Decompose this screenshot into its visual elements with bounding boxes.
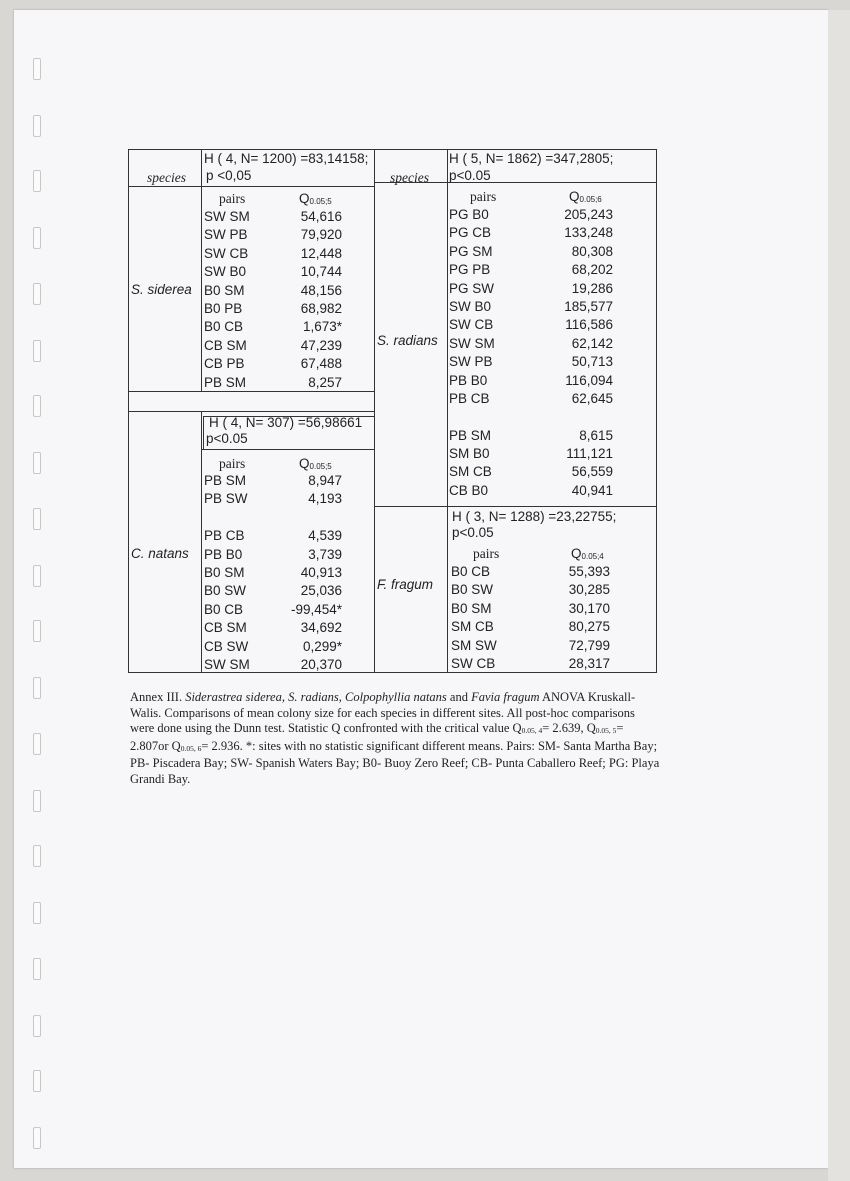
q-value-cell: 48,156	[300, 282, 342, 298]
binder-hole	[33, 170, 41, 192]
fragum-stat-line1: H ( 3, N= 1288) =23,22755;	[452, 509, 617, 524]
fragum-pairs-column	[451, 563, 497, 673]
binder-hole	[33, 958, 41, 980]
pair-cell: SW CB	[449, 317, 494, 333]
binder-hole	[33, 395, 41, 417]
q-value-cell: 8,615	[579, 427, 613, 443]
q-value-cell: 55,393	[568, 564, 610, 579]
binder-hole	[33, 620, 41, 642]
q-value-cell: 80,308	[571, 243, 613, 259]
divider	[201, 412, 202, 673]
q-value-cell: 40,941	[571, 482, 613, 498]
divider	[128, 411, 375, 412]
q-value-cell: 79,920	[300, 227, 342, 243]
pair-cell: PB CB	[204, 528, 245, 544]
pair-cell: B0 PB	[204, 300, 243, 316]
pair-cell: SW B0	[449, 298, 492, 314]
pair-cell: SM B0	[449, 446, 490, 462]
binder-hole	[33, 790, 41, 812]
q-value-cell: 3,739	[308, 546, 342, 562]
natans-stat-line2: p<0.05	[206, 431, 248, 446]
radians-stat-line1: H ( 5, N= 1862) =347,2805;	[449, 151, 614, 166]
divider	[201, 449, 375, 450]
q-value-cell: 68,982	[300, 300, 342, 316]
natans-pairs-column	[204, 472, 250, 674]
pair-cell: SW SM	[204, 656, 250, 672]
natans-values-column	[280, 472, 342, 674]
q-value-cell: 116,094	[565, 372, 613, 388]
binder-hole	[33, 677, 41, 699]
species-column-header: species	[147, 170, 186, 185]
pair-cell: B0 CB	[451, 564, 491, 579]
q-value-cell: 4,539	[308, 528, 342, 544]
pair-cell: PB SM	[449, 427, 492, 443]
siderea-stat-line2: p <0,05	[206, 168, 252, 183]
binder-hole	[33, 845, 41, 867]
siderea-species-name: S. siderea	[131, 282, 192, 297]
q-value-cell: 56,559	[571, 464, 613, 480]
pair-cell: PG B0	[449, 207, 489, 222]
q-value-cell: 67,488	[300, 356, 342, 372]
q-value-cell: 68,202	[571, 262, 613, 278]
q-value-cell: 1,673*	[302, 319, 342, 335]
pair-cell: B0 SM	[204, 564, 245, 580]
binder-hole	[33, 1015, 41, 1037]
q-value-cell: 54,616	[300, 209, 342, 224]
pair-cell: SW PB	[449, 354, 493, 370]
q-value-cell: 10,744	[300, 264, 342, 280]
pair-cell: PB CB	[449, 390, 490, 406]
radians-values-column	[546, 206, 613, 500]
radians-species-name: S. radians	[377, 333, 438, 348]
radians-q-header: $Q_{0.05;6}$	[569, 189, 602, 204]
pair-cell: SW PB	[204, 227, 248, 243]
q-value-cell: 12,448	[300, 245, 342, 261]
q-value-cell: 4,193	[308, 491, 342, 507]
fragum-values-column	[546, 563, 610, 673]
pair-cell: SM CB	[451, 619, 494, 635]
pair-cell: CB PB	[204, 356, 245, 372]
q-value-cell: 20,370	[300, 656, 342, 672]
q-value-cell: 47,239	[300, 337, 342, 353]
natans-stat-line1: H ( 4, N= 307) =56,98661	[209, 415, 363, 430]
pair-cell: SM CB	[449, 464, 492, 480]
q-value-cell: 72,799	[568, 637, 610, 653]
binder-hole	[33, 1127, 41, 1149]
divider	[203, 416, 204, 450]
divider	[447, 149, 448, 673]
pair-cell: CB SM	[204, 620, 247, 636]
radians-pairs-header: pairs	[470, 189, 497, 204]
pair-cell: PG PB	[449, 262, 491, 278]
binder-hole	[33, 902, 41, 924]
binder-hole	[33, 733, 41, 755]
pair-cell: PB B0	[449, 372, 488, 388]
siderea-pairs-header: pairs	[219, 191, 246, 206]
radians-stat-line2: p<0.05	[449, 168, 491, 183]
pair-cell: B0 SM	[451, 600, 492, 616]
pair-cell: B0 CB	[204, 601, 244, 617]
pair-cell: PG SW	[449, 280, 495, 296]
pair-cell: SM SW	[451, 637, 497, 653]
species-column-header: species	[390, 170, 429, 185]
siderea-stat-line1: H ( 4, N= 1200) =83,14158;	[204, 151, 369, 166]
binder-hole	[33, 508, 41, 530]
binder-hole	[33, 227, 41, 249]
q-value-cell: 133,248	[564, 225, 613, 241]
natans-pairs-header: pairs	[219, 456, 246, 471]
pair-cell: CB B0	[449, 482, 489, 498]
q-value-cell: 28,317	[568, 655, 610, 671]
natans-species-name: C. natans	[131, 546, 189, 561]
pair-cell: CB SM	[204, 337, 247, 353]
pair-cell: B0 SW	[451, 582, 494, 598]
binder-hole	[33, 58, 41, 80]
pair-cell: B0 CB	[204, 319, 244, 335]
fragum-species-name: F. fragum	[377, 577, 434, 592]
siderea-pairs-column	[204, 208, 250, 392]
q-value-cell: 0,299*	[302, 638, 342, 654]
q-value-cell: 116,586	[565, 317, 613, 333]
natans-q-header: $Q_{0.05;5}$	[299, 456, 332, 471]
q-value-cell: 34,692	[300, 620, 342, 636]
q-value-cell: 30,285	[568, 582, 610, 598]
pair-cell: B0 SW	[204, 583, 247, 599]
q-value-cell: 30,170	[568, 600, 610, 616]
pair-cell: B0 SM	[204, 282, 245, 298]
pair-cell: PB SM	[204, 473, 247, 488]
siderea-values-column	[280, 208, 342, 392]
siderea-q-header: $Q_{0.05;5}$	[299, 191, 332, 206]
pair-cell: SW CB	[204, 245, 249, 261]
fragum-pairs-header: pairs	[473, 546, 500, 561]
pair-cell: PG SM	[449, 243, 493, 259]
fragum-q-header: $Q_{0.05;4}$	[571, 546, 604, 561]
q-value-cell: 185,577	[564, 298, 613, 314]
pair-cell: CB SW	[204, 638, 249, 654]
pair-cell: PB SM	[204, 374, 247, 390]
binder-hole	[33, 1070, 41, 1092]
binder-hole	[33, 565, 41, 587]
pair-cell: SW SM	[204, 209, 250, 224]
divider	[128, 186, 375, 187]
pair-cell: PB SW	[204, 491, 248, 507]
q-value-cell: 19,286	[571, 280, 613, 296]
binder-hole	[33, 115, 41, 137]
binder-hole	[33, 283, 41, 305]
q-value-cell: 80,275	[568, 619, 610, 635]
q-value-cell: 40,913	[300, 564, 342, 580]
q-value-cell: 111,121	[566, 446, 613, 462]
binder-hole	[33, 340, 41, 362]
q-value-cell: 8,947	[308, 473, 342, 488]
page-edge	[828, 10, 850, 1181]
q-value-cell: 62,645	[571, 390, 613, 406]
pair-cell: PB B0	[204, 546, 243, 562]
q-value-cell: 62,142	[571, 335, 613, 351]
pair-cell: SW B0	[204, 264, 247, 280]
pair-cell: SW SM	[449, 335, 495, 351]
divider	[374, 506, 657, 507]
table-caption: Annex III. Siderastrea siderea, S. radians, Colpophyllia natans and Favia fragum ANOVA Kruskall-Walis. Comparisons of mean colony size for each species in different sites. All post-hoc comparisons were done using the Dunn test. Statistic Q confronted with the critical value $Q_{0.05, 4}= 2.639$, $Q_{0.05, 5}= 2.807or$ $Q_{0.05, 6}= 2.936$. *: sites with no statistic significant different means. Pairs: SM- Santa Martha Bay; PB- Piscadera Bay; SW- Spanish Waters Bay; B0- Buoy Zero Reef; CB- Punta Caballero Reef; PG: Playa Grandi Bay.	[130, 690, 660, 786]
pair-cell: SW CB	[451, 655, 496, 671]
fragum-stat-line2: p<0.05	[452, 525, 494, 540]
radians-pairs-column	[449, 206, 495, 500]
q-value-cell: 50,713	[571, 354, 613, 370]
binder-hole	[33, 452, 41, 474]
q-value-cell: 25,036	[300, 583, 342, 599]
q-value-cell: 205,243	[564, 207, 613, 222]
pair-cell: PG CB	[449, 225, 492, 241]
q-value-cell: -99,454*	[290, 601, 342, 617]
q-value-cell: 8,257	[308, 374, 342, 390]
